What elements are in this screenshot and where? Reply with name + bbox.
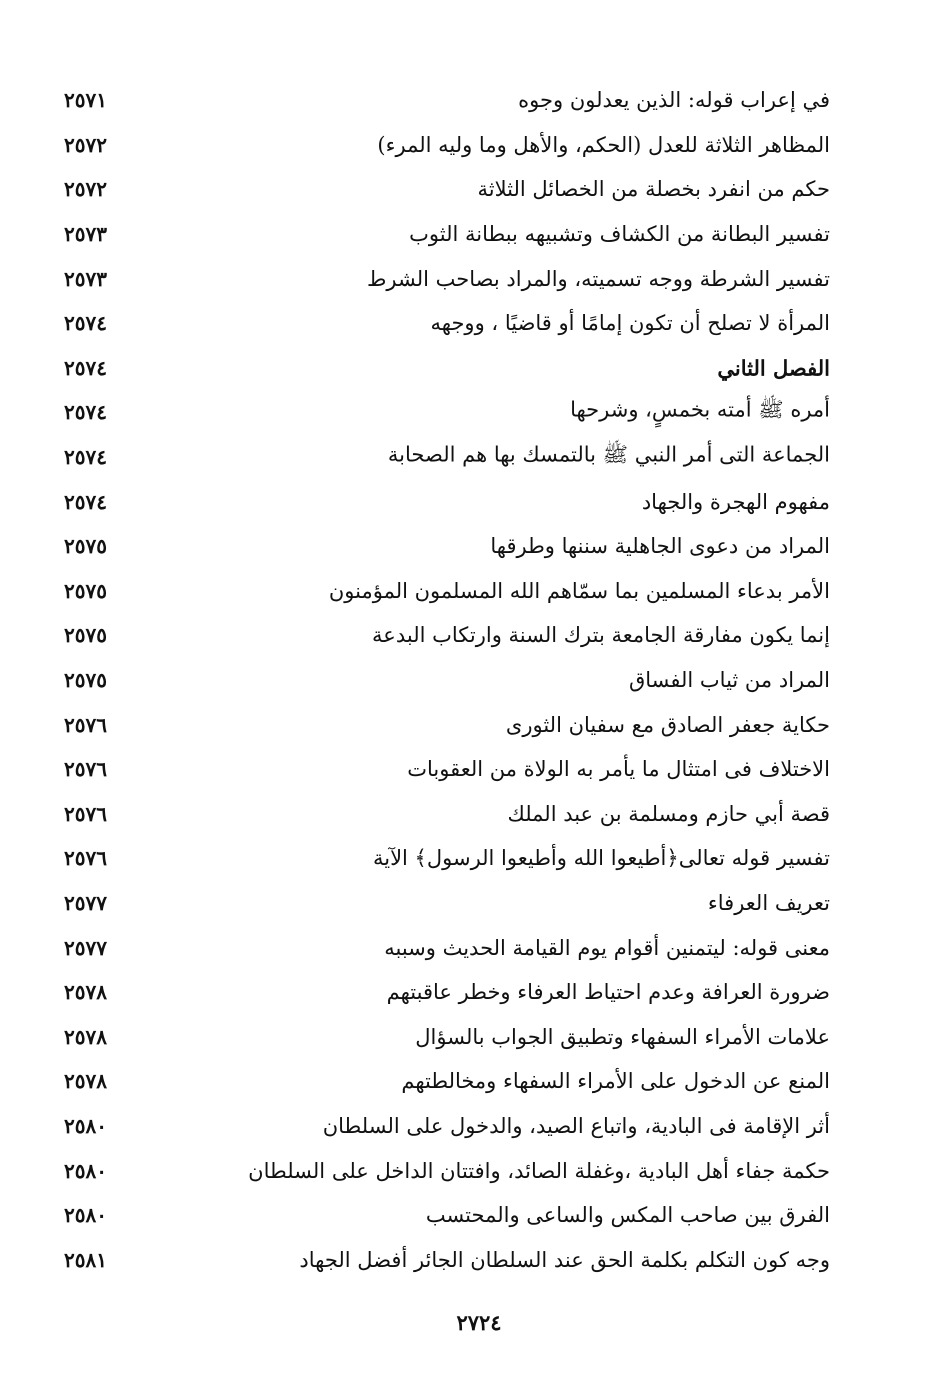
toc-entry-title: قصة أبي حازم ومسلمة بن عبد الملك (507, 801, 830, 826)
toc-entry-title: وجه كون التكلم بكلمة الحق عند السلطان الجائر أفضل الجهاد (299, 1247, 830, 1272)
toc-entry (60, 1237, 830, 1282)
toc-entry-page: ٢٥٧٥ (64, 534, 107, 559)
toc-entry (60, 792, 830, 837)
toc-entry-page: ٢٥٧٧ (64, 890, 107, 915)
toc-entry-page: ٢٥٧٧ (64, 935, 107, 960)
toc-entry (60, 613, 830, 658)
toc-entry (60, 212, 830, 257)
toc-entry-page: ٢٥٧٥ (64, 623, 107, 648)
toc-entry-page: ٢٥٧٥ (64, 578, 107, 603)
toc-entry-title: الفرق بين صاحب المكس والساعى والمحتسب (425, 1203, 830, 1228)
toc-entry-page: ٢٥٧٨ (64, 1069, 107, 1094)
toc-entry-page: ٢٥٧٤ (64, 445, 107, 470)
toc-entry (60, 123, 830, 168)
toc-entry-title: المرأة لا تصلح أن تكون إمامًا أو قاضيًا ، ووجهه (430, 311, 830, 336)
section-heading: الفصل الثاني (717, 355, 830, 381)
toc-entry-title: الاختلاف فى امتثال ما يأمر به الولاة من العقوبات (407, 757, 830, 782)
toc-entry-title: المراد من دعوى الجاهلية سننها وطرقها (490, 534, 830, 559)
page-number: ٢٧٢٤ (456, 1310, 502, 1335)
toc-entry (60, 747, 830, 792)
toc-entry-title: المراد من ثياب الفساق (628, 668, 830, 693)
toc-entry-page: ٢٥٨١ (64, 1247, 107, 1272)
toc-entry-title: الجماعة التى أمر النبي ﷺ بالتمسك بها هم الصحابة (387, 442, 830, 467)
toc-entry-page: ٢٥٧٥ (64, 668, 107, 693)
toc-entry-title: تفسير قوله تعالى﴿أطيعوا الله وأطيعوا الرسول﴾ الآية (372, 846, 830, 871)
toc-entry (60, 1059, 830, 1104)
toc-entry (60, 1148, 830, 1193)
toc-entry (60, 569, 830, 614)
toc-entry-title: إنما يكون مفارقة الجامعة بترك السنة وارتكاب البدعة (372, 623, 830, 648)
toc-entry (60, 881, 830, 926)
toc-entry-title: أثر الإقامة فى البادية، واتباع الصيد، والدخول على السلطان (322, 1113, 830, 1138)
toc-entry (60, 435, 830, 480)
toc-entry (60, 479, 830, 524)
toc-entry-title: معنى قوله: ليتمنين أقوام يوم القيامة الحديث وسببه (384, 935, 830, 960)
toc-entry (60, 702, 830, 747)
toc-entry-page: ٢٥٧٢ (64, 132, 107, 157)
toc-entry-page: ٢٥٧٤ (64, 400, 107, 425)
toc-entry-page: ٢٥٧٦ (64, 757, 107, 782)
toc-entry-page: ٢٥٧٤ (64, 355, 107, 380)
toc-entry-title: أمره ﷺ أمته بخمسٍ، وشرحها (570, 397, 830, 422)
toc-entry-title: مفهوم الهجرة والجهاد (641, 489, 830, 514)
toc-entry (60, 925, 830, 970)
toc-entry-page: ٢٥٧٦ (64, 801, 107, 826)
toc-entry-title: الأمر بدعاء المسلمين بما سمّاهم الله المسلمون المؤمنون (328, 578, 830, 603)
toc-entry-title: حكمة جفاء أهل البادية ،وغفلة الصائد، وافتتان الداخل على السلطان (248, 1158, 830, 1183)
toc-entry (60, 658, 830, 703)
toc-entry-page: ٢٥٧٨ (64, 980, 107, 1005)
toc-entry-page: ٢٥٧٦ (64, 712, 107, 737)
toc-entry-title: المنع عن الدخول على الأمراء السفهاء ومخالطتهم (401, 1069, 830, 1094)
toc-entry-title: حكم من انفرد بخصلة من الخصائل الثلاثة (477, 177, 830, 202)
toc-entry (60, 346, 830, 391)
toc-entry-page: ٢٥٧٤ (64, 311, 107, 336)
toc-entry (60, 301, 830, 346)
toc-entry-page: ٢٥٧٦ (64, 846, 107, 871)
toc-entry-page: ٢٥٨٠ (64, 1113, 107, 1138)
toc-entry (60, 524, 830, 569)
toc-entry (60, 256, 830, 301)
toc-entry-title: المظاهر الثلاثة للعدل (الحكم، والأهل وما وليه المرء) (377, 132, 830, 157)
toc-entry (60, 1193, 830, 1238)
toc-entry (60, 167, 830, 212)
toc-entry-title: تفسير الشرطة ووجه تسميته، والمراد بصاحب الشرط (367, 266, 830, 291)
toc-entry-title: تعريف العرفاء (707, 890, 830, 915)
toc-entry-page: ٢٥٧٣ (64, 266, 107, 291)
toc-entry-page: ٢٥٧٨ (64, 1024, 107, 1049)
toc-entry-page: ٢٥٧٣ (64, 222, 107, 247)
toc-entry-title: في إعراب قوله: الذين يعدلون وجوه (518, 88, 830, 113)
toc-entry-title: ضرورة العرافة وعدم احتياط العرفاء وخطر عاقبتهم (386, 980, 830, 1005)
toc-entry-title: حكاية جعفر الصادق مع سفيان الثورى (505, 712, 830, 737)
toc-entry-page: ٢٥٧١ (64, 88, 107, 113)
toc-entry-page: ٢٥٨٠ (64, 1158, 107, 1183)
toc-entry (60, 970, 830, 1015)
toc-entry (60, 78, 830, 123)
toc-entry (60, 390, 830, 435)
toc-entry-page: ٢٥٧٤ (64, 489, 107, 514)
toc-entry-title: علامات الأمراء السفهاء وتطبيق الجواب بالسؤال (415, 1024, 830, 1049)
toc-entry-page: ٢٥٨٠ (64, 1203, 107, 1228)
toc-entry (60, 1104, 830, 1149)
table-of-contents (60, 78, 830, 1282)
toc-entry (60, 836, 830, 881)
toc-entry (60, 1014, 830, 1059)
toc-entry-title: تفسير البطانة من الكشاف وتشبيهه ببطانة الثوب (409, 222, 830, 247)
toc-entry-page: ٢٥٧٢ (64, 177, 107, 202)
